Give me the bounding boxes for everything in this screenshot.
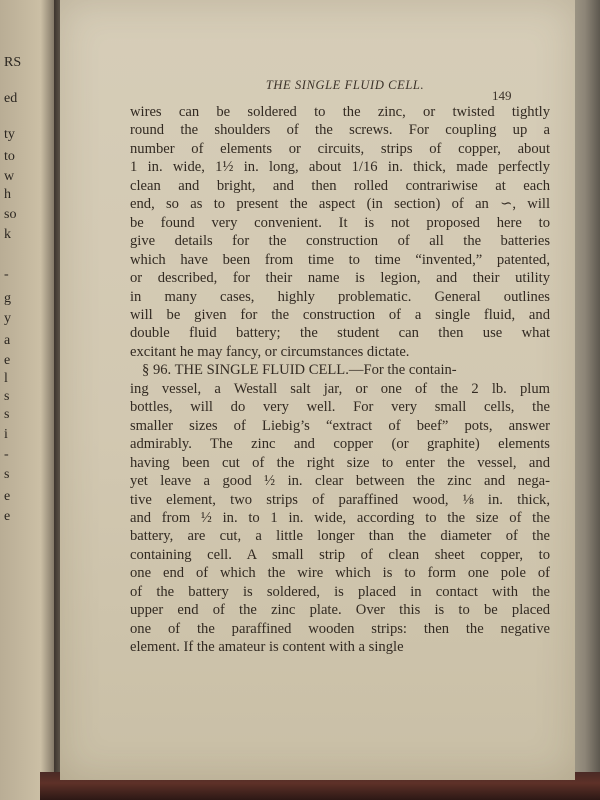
text-line: wires can be soldered to the zinc, or twisted tightly (130, 104, 550, 120)
text-line: admirably. The zinc and copper (or graphite) elements (130, 436, 550, 453)
text-line: yet leave a good ½ in. clear between the zinc and nega- (130, 473, 550, 490)
text-line: bottles, will do very well. For very small cells, the (130, 399, 550, 416)
text-line: 1 in. wide, 1½ in. long, about 1/16 in. thick, made perfectly (130, 159, 550, 176)
text-line: upper end of the zinc plate. Over this is to be placed (130, 602, 550, 619)
text-line: of the battery is soldered, is placed in contact with the (130, 583, 550, 600)
text-line: number of elements or circuits, strips of copper, about (130, 140, 550, 157)
text-line: § 96. THE SINGLE FLUID CELL.—For the contain- (142, 362, 457, 379)
body-text (130, 103, 550, 657)
text-line: smaller sizes of Liebig’s “extract of beef” pots, answer (130, 417, 550, 434)
text-line: ing vessel, a Westall salt jar, or one of the 2 lb. plum (130, 380, 550, 397)
facing-page-fragment: h (4, 187, 11, 202)
facing-page-fragment: to (4, 149, 15, 164)
text-line: excitant he may fancy, or circumstances dictate. (130, 343, 410, 360)
facing-page-fragment: s (4, 467, 10, 482)
facing-page-fragment: RS (4, 55, 22, 70)
text-line: having been cut of the right size to enter the vessel, and (130, 454, 550, 471)
text-line: one end of which the wire which is to form one pole of (130, 565, 550, 582)
text-line: or described, for their name is legion, and their utility (130, 270, 550, 287)
text-line: in many cases, highly problematic. General outlines (130, 288, 550, 305)
facing-page-fragment: - (4, 447, 9, 462)
text-line: tive element, two strips of paraffined wood, ⅛ in. thick, (130, 491, 550, 508)
text-line: and from ½ in. to 1 in. wide, according to the size of the (130, 509, 550, 526)
facing-page-fragment: k (4, 227, 11, 242)
text-line: will be given for the construction of a single fluid, and (130, 306, 550, 323)
text-line: round the shoulders of the screws. For coupling up a (130, 122, 550, 139)
text-line: which have been from time to time “invented,” patented, (130, 251, 550, 268)
text-line: element. If the amateur is content with a single (130, 639, 404, 656)
facing-page-fragment: i (4, 427, 8, 442)
facing-page-fragment: e (4, 509, 11, 524)
text-line: be found very convenient. It is not proposed here to (130, 214, 550, 231)
page-stack-edge (575, 0, 600, 800)
running-head: THE SINGLE FLUID CELL. (265, 78, 425, 92)
text-line: give details for the construction of all the batteries (130, 233, 550, 250)
facing-page-fragment: s (4, 389, 10, 404)
text-line: battery, are cut, a little longer than the diameter of the (130, 528, 550, 545)
facing-page-fragment: e (4, 489, 11, 504)
text-line: one of the paraffined wooden strips: then the negative (130, 620, 550, 637)
facing-page-fragment: w (4, 169, 15, 184)
facing-page-fragment: so (4, 207, 17, 222)
facing-page-fragment: ty (4, 127, 15, 142)
facing-page-edge (0, 0, 58, 800)
page-number: 149 (492, 88, 512, 103)
text-line: end, so as to present the aspect (in section) of an ∽, will (130, 196, 550, 213)
facing-page-fragment: g (4, 291, 11, 306)
facing-page-fragment: y (4, 311, 11, 326)
text-line: double fluid battery; the student can then use what (130, 325, 550, 342)
facing-page-fragment: a (4, 333, 11, 348)
facing-page-fragment: e (4, 353, 11, 368)
facing-page-fragment: l (4, 371, 8, 386)
facing-page-fragment: s (4, 407, 10, 422)
text-line: clean and bright, and then rolled contrariwise at each (130, 177, 550, 194)
facing-page-fragment: ed (4, 91, 18, 106)
text-line: containing cell. A small strip of clean sheet copper, to (130, 546, 550, 563)
book-page (60, 0, 575, 780)
facing-page-fragment: - (4, 267, 9, 282)
